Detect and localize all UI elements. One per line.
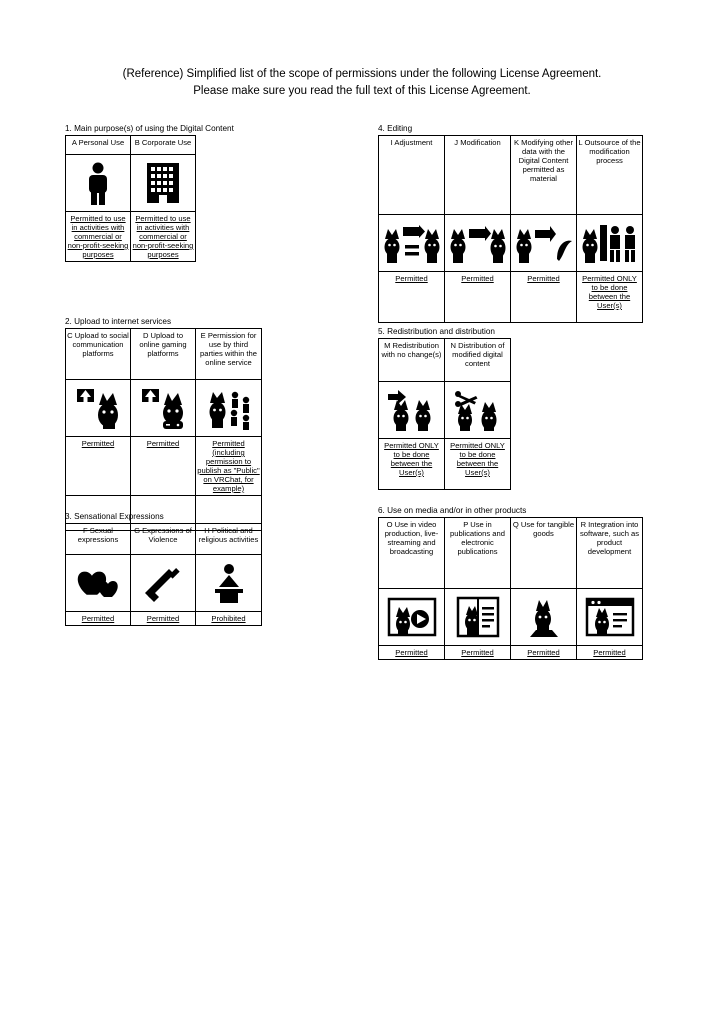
permission-table <box>378 135 643 323</box>
icon-cell <box>196 555 262 612</box>
table-row-icons <box>379 589 643 646</box>
table-row-status <box>379 272 643 323</box>
table-row-status <box>66 212 196 262</box>
status-badge: Permitted to use in activities with commercial or non-profit-seeking purposes <box>131 212 196 262</box>
podium-speaker-icon <box>197 557 260 609</box>
section-upload-internet <box>65 317 262 531</box>
table-row-status <box>66 612 262 626</box>
icon-cell <box>577 589 643 646</box>
column-label: F Sexual expressions <box>66 524 131 555</box>
column-label: J Modification <box>445 136 511 215</box>
knife-icon <box>132 557 194 609</box>
section-media-products <box>378 506 643 660</box>
status-badge: Permitted <box>131 612 196 626</box>
section-title: 3. Sensational Expressions <box>65 512 164 521</box>
column-label: M Redistribution with no change(s) <box>379 339 445 382</box>
cat-arrow-cat-icon <box>446 217 509 269</box>
header-line-1: (Reference) Simplified list of the scope of permissions under the following License Agreement. <box>122 68 602 80</box>
icon-cell <box>379 589 445 646</box>
column-label: K Modifying other data with the Digital Content permitted as material <box>511 136 577 215</box>
table-row-status <box>379 439 511 490</box>
cat-book-icon <box>446 591 509 643</box>
column-label: D Upload to online gaming platforms <box>131 329 196 380</box>
cat-share-people-icon <box>197 382 260 434</box>
cat-handoff-person-icon <box>578 217 641 269</box>
status-badge: Permitted <box>131 437 196 496</box>
header-line-2: Please make sure you read the full text of this License Agreement. <box>193 85 531 97</box>
table-row-labels <box>379 518 643 589</box>
permission-table <box>65 135 196 262</box>
section-title: 1. Main purpose(s) of using the Digital Content <box>65 124 234 133</box>
table-row-labels <box>379 339 511 382</box>
icon-cell <box>379 382 445 439</box>
icon-cell <box>196 380 262 437</box>
icon-cell <box>445 215 511 272</box>
column-label: N Distribution of modified digital content <box>445 339 511 382</box>
hearts-icon <box>67 557 129 609</box>
cat-game-upload-icon <box>132 382 194 434</box>
table-row-labels <box>66 524 262 555</box>
table-row-status <box>66 437 262 496</box>
person-icon <box>67 157 129 209</box>
permission-table <box>65 523 262 626</box>
column-label: I Adjustment <box>379 136 445 215</box>
section-title: 2. Upload to internet services <box>65 317 172 326</box>
status-badge: Permitted <box>577 646 643 660</box>
column-label: L Outsource of the modification process <box>577 136 643 215</box>
section-title: 5. Redistribution and distribution <box>378 327 495 336</box>
cat-equals-cat-icon <box>380 217 443 269</box>
column-label: B Corporate Use <box>131 136 196 155</box>
section-editing <box>378 124 643 323</box>
status-badge: Prohibited <box>196 612 262 626</box>
column-label: G Expressions of Violence <box>131 524 196 555</box>
column-label: P Use in publications and electronic publications <box>445 518 511 589</box>
permission-table <box>65 328 262 531</box>
status-badge: Permitted <box>379 646 445 660</box>
icon-cell <box>66 380 131 437</box>
table-row-status <box>379 646 643 660</box>
column-label: E Permission for use by third parties within the online service <box>196 329 262 380</box>
status-badge: Permitted ONLY to be done between the User(s) <box>577 272 643 323</box>
section-title: 6. Use on media and/or in other products <box>378 506 527 515</box>
table-row-icons <box>379 382 511 439</box>
permission-table <box>378 338 511 490</box>
status-badge: Permitted ONLY to be done between the User(s) <box>445 439 511 490</box>
building-icon <box>132 157 194 209</box>
icon-cell <box>445 589 511 646</box>
column-label: A Personal Use <box>66 136 131 155</box>
status-badge: Permitted ONLY to be done between the User(s) <box>379 439 445 490</box>
status-badge: Permitted to use in activities with commercial or non-profit-seeking purposes <box>66 212 131 262</box>
cat-modified-distribute-icon <box>446 384 509 436</box>
icon-cell <box>66 555 131 612</box>
column-label: Q Use for tangible goods <box>511 518 577 589</box>
status-badge: Permitted <box>445 646 511 660</box>
column-label: R Integration into software, such as product development <box>577 518 643 589</box>
status-badge: Permitted <box>66 437 131 496</box>
section-sensational <box>65 512 262 626</box>
table-row-labels <box>379 136 643 215</box>
section-main-purpose <box>65 124 234 262</box>
section-title: 4. Editing <box>378 124 413 133</box>
icon-cell <box>577 215 643 272</box>
icon-cell <box>66 155 131 212</box>
table-row-icons <box>66 155 196 212</box>
table-row-labels <box>66 329 262 380</box>
icon-cell <box>511 215 577 272</box>
cat-arrow-shape-icon <box>512 217 575 269</box>
section-redistribution <box>378 327 511 490</box>
status-badge: Permitted <box>445 272 511 323</box>
cat-video-play-icon <box>380 591 443 643</box>
table-row-labels <box>66 136 196 155</box>
table-row-icons <box>66 555 262 612</box>
table-row-icons <box>66 380 262 437</box>
cat-figure-icon <box>512 591 575 643</box>
icon-cell <box>511 589 577 646</box>
table-row-icons <box>379 215 643 272</box>
status-badge: Permitted <box>511 272 577 323</box>
status-badge: Permitted <box>66 612 131 626</box>
document-header <box>0 66 724 100</box>
icon-cell <box>131 555 196 612</box>
column-label: O Use in video production, live-streaming and broadcasting <box>379 518 445 589</box>
column-label: H Political and religious activities <box>196 524 262 555</box>
status-badge: Permitted <box>379 272 445 323</box>
icon-cell <box>131 380 196 437</box>
icon-cell <box>379 215 445 272</box>
icon-cell <box>445 382 511 439</box>
cat-upload-icon <box>67 382 129 434</box>
status-badge: Permitted <box>511 646 577 660</box>
icon-cell <box>131 155 196 212</box>
column-label: C Upload to social communication platforms <box>66 329 131 380</box>
permission-table <box>378 517 643 660</box>
cat-redistribute-icon <box>380 384 443 436</box>
cat-window-icon <box>578 591 641 643</box>
status-badge: Permitted (including permission to publish as "Public" on VRChat, for example) <box>196 437 262 496</box>
